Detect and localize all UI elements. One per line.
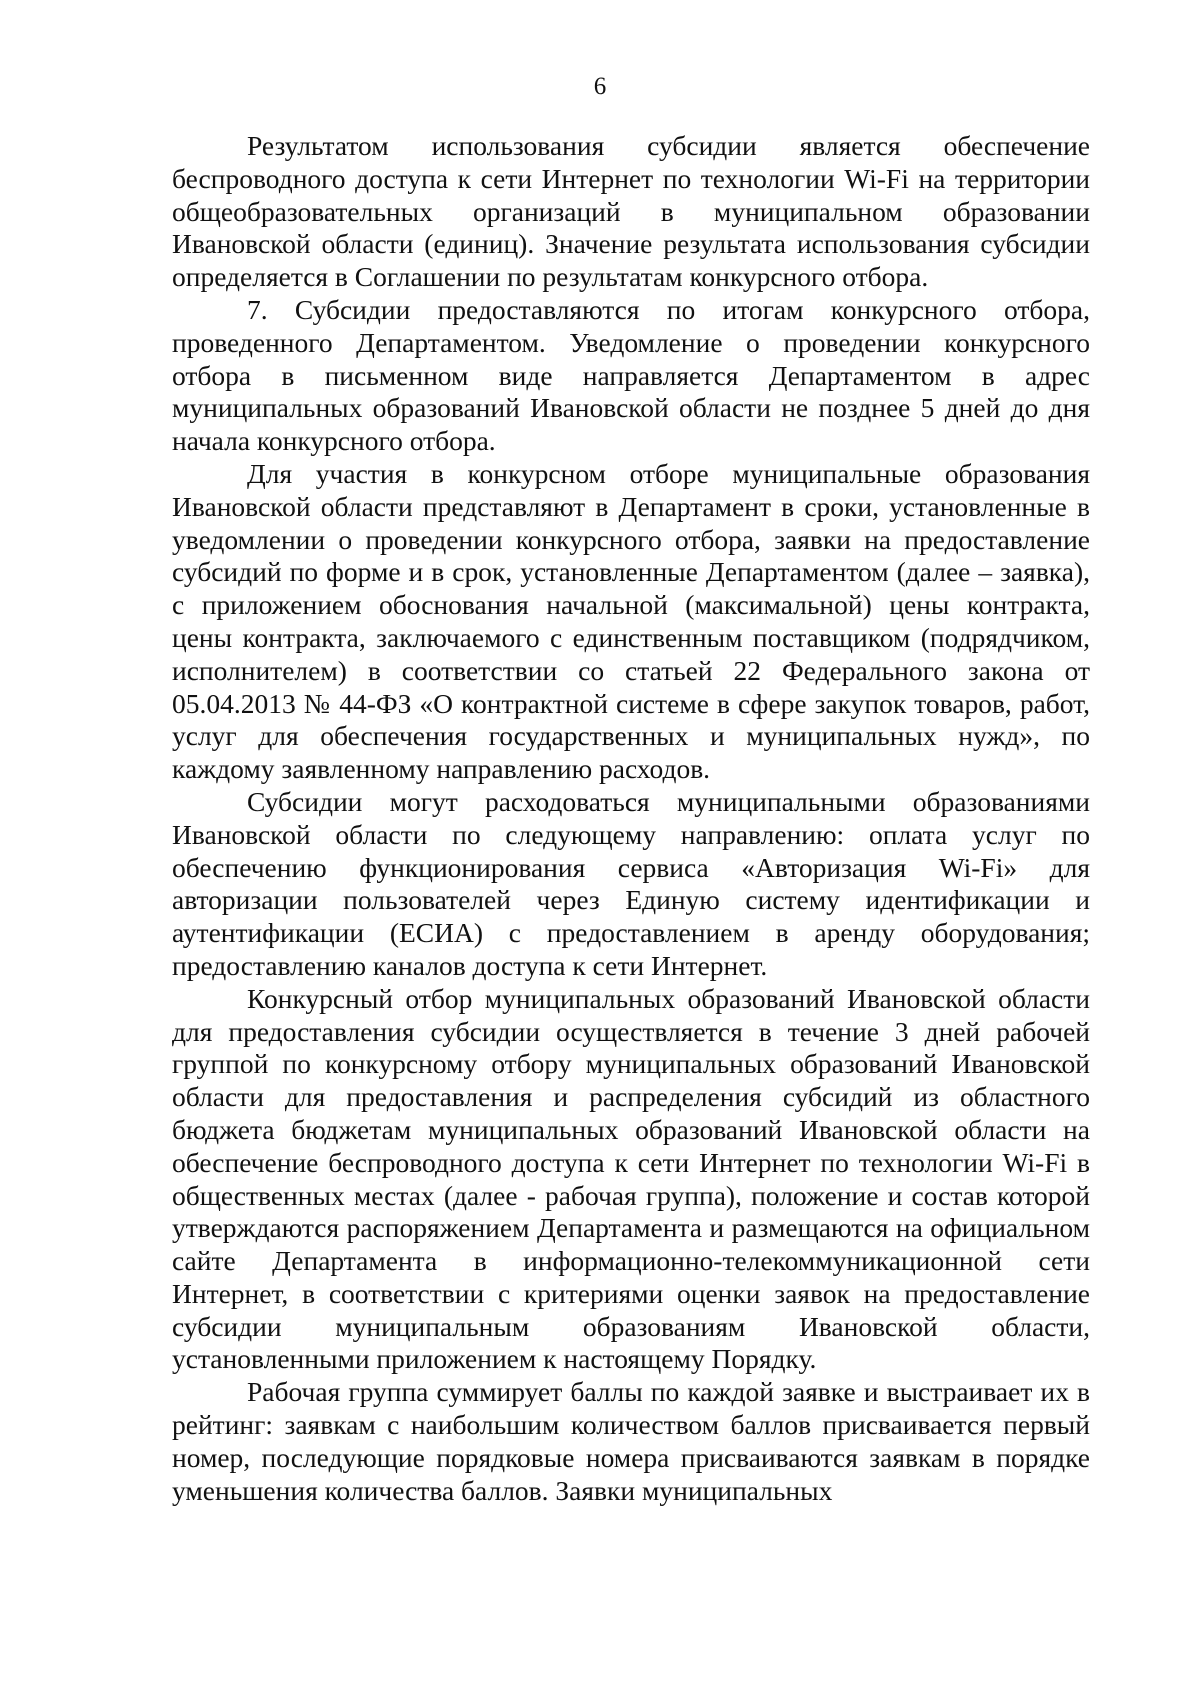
paragraph-subsidy-result: Результатом использования субсидии является обеспечение беспроводного доступа к сети Интернет по технологии Wi-Fi на территории общеобразовательных организаций в муниципальном образовании Ивановской области (единиц). Значение результата использования субсидии определяется в Соглашении по результатам конкурсного отбора. bbox=[172, 130, 1090, 293]
document-body bbox=[172, 130, 1090, 1507]
page-number: 6 bbox=[593, 73, 607, 100]
paragraph-application-submission: Для участия в конкурсном отборе муниципальные образования Ивановской области представляют в Департамент в сроки, установленные в уведомлении о проведении конкурсного отбора, заявки на предоставление субсидий по форме и в срок, установленные Департаментом (далее – заявка), с приложением обоснования начальной (максимальной) цены контракта, цены контракта, заключаемого с единственным поставщиком (подрядчиком, исполнителем) в соответствии со статьей 22 Федерального закона от 05.04.2013 № 44-ФЗ «О контрактной системе в сфере закупок товаров, работ, услуг для обеспечения государственных и муниципальных нужд», по каждому заявленному направлению расходов. bbox=[172, 457, 1090, 785]
paragraph-rating: Рабочая группа суммирует баллы по каждой заявке и выстраивает их в рейтинг: заявкам с наибольшим количеством баллов присваивается первый номер, последующие порядковые номера присваиваются заявкам в порядке уменьшения количества баллов. Заявки муниципальных bbox=[172, 1376, 1090, 1506]
paragraph-competitive-selection: 7. Субсидии предоставляются по итогам конкурсного отбора, проведенного Департаментом. Уведомление о проведении конкурсного отбора в письменном виде направляется Департаментом в адрес муниципальных образований Ивановской области не позднее 5 дней до дня начала конкурсного отбора. bbox=[172, 293, 1090, 457]
paragraph-spending-directions: Субсидии могут расходоваться муниципальными образованиями Ивановской области по следующему направлению: оплата услуг по обеспечению функционирования сервиса «Авторизация Wi-Fi» для авторизации пользователей через Единую систему идентификации и аутентификации (ЕСИА) с предоставлением в аренду оборудования; предоставлению каналов доступа к сети Интернет. bbox=[172, 785, 1090, 981]
paragraph-working-group: Конкурсный отбор муниципальных образований Ивановской области для предоставления субсидии осуществляется в течение 3 дней рабочей группой по конкурсному отбору муниципальных образований Ивановской области для предоставления и распределения субсидий из областного бюджета бюджетам муниципальных образований Ивановской области на обеспечение беспроводного доступа к сети Интернет по технологии Wi-Fi в общественных местах (далее - рабочая группа), положение и состав которой утверждаются распоряжением Департамента и размещаются на официальном сайте Департамента в информационно-телекоммуникационной сети Интернет, в соответствии с критериями оценки заявок на предоставление субсидии муниципальным образованиям Ивановской области, установленными приложением к настоящему Порядку. bbox=[172, 982, 1090, 1375]
